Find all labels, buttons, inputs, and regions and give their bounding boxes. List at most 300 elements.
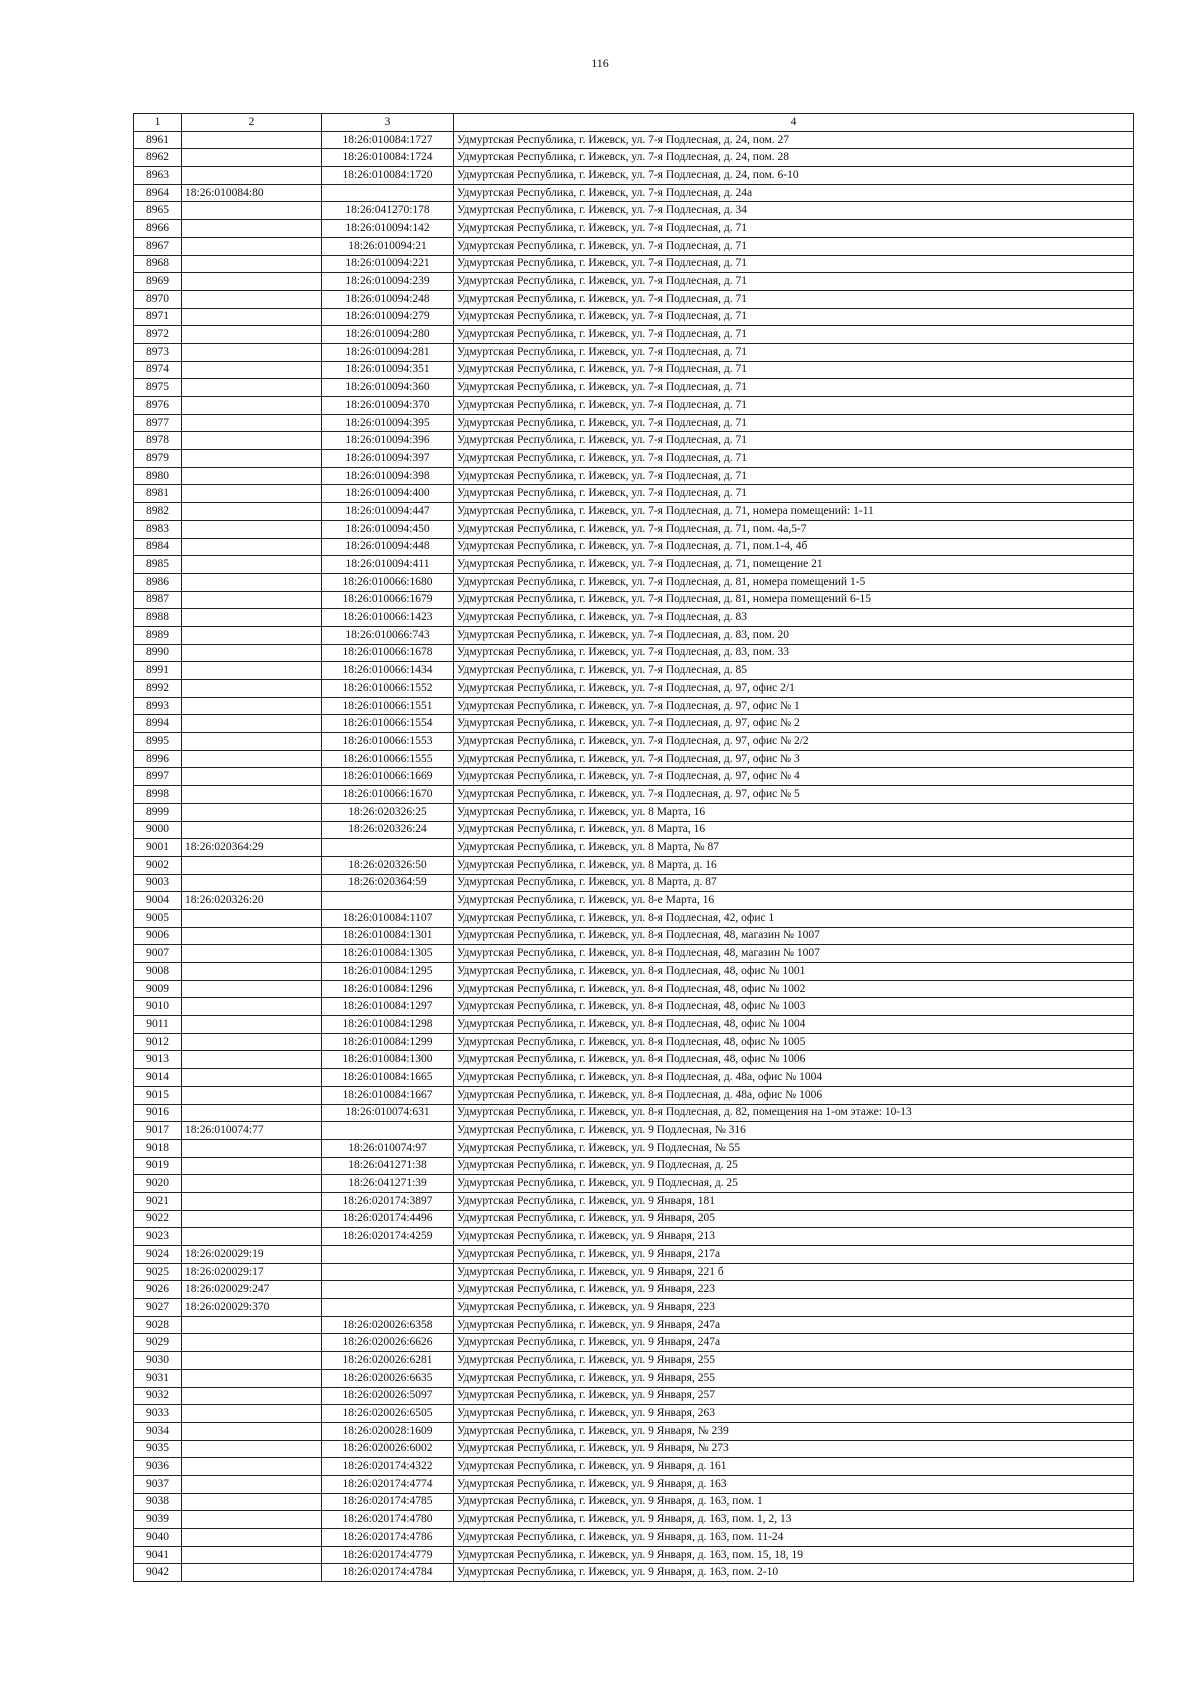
address-cell: Удмуртская Республика, г. Ижевск, ул. 7-я Подлесная, д. 24, пом. 28 bbox=[454, 149, 1134, 167]
row-number-cell: 8988 bbox=[134, 609, 182, 627]
object-cadastral-number-cell: 18:26:010094:351 bbox=[322, 361, 454, 379]
address-cell: Удмуртская Республика, г. Ижевск, ул. 9 Января, 181 bbox=[454, 1192, 1134, 1210]
address-cell: Удмуртская Республика, г. Ижевск, ул. 7-я Подлесная, д. 24, пом. 6-10 bbox=[454, 167, 1134, 185]
land-cadastral-number-cell bbox=[182, 697, 322, 715]
land-cadastral-number-cell bbox=[182, 467, 322, 485]
land-cadastral-number-cell: 18:26:020029:19 bbox=[182, 1246, 322, 1264]
table-row bbox=[134, 1210, 1134, 1228]
row-number-cell: 9029 bbox=[134, 1334, 182, 1352]
land-cadastral-number-cell bbox=[182, 573, 322, 591]
row-number-cell: 9013 bbox=[134, 1051, 182, 1069]
land-cadastral-number-cell bbox=[182, 1475, 322, 1493]
table-row bbox=[134, 1016, 1134, 1034]
land-cadastral-number-cell bbox=[182, 715, 322, 733]
address-cell: Удмуртская Республика, г. Ижевск, ул. 7-я Подлесная, д. 97, офис № 2 bbox=[454, 715, 1134, 733]
address-cell: Удмуртская Республика, г. Ижевск, ул. 9 Подлесная, № 316 bbox=[454, 1122, 1134, 1140]
table-row bbox=[134, 485, 1134, 503]
object-cadastral-number-cell: 18:26:010066:1678 bbox=[322, 644, 454, 662]
address-cell: Удмуртская Республика, г. Ижевск, ул. 9 Подлесная, № 55 bbox=[454, 1139, 1134, 1157]
land-cadastral-number-cell bbox=[182, 1228, 322, 1246]
object-cadastral-number-cell: 18:26:010084:1297 bbox=[322, 998, 454, 1016]
address-cell: Удмуртская Республика, г. Ижевск, ул. 8-я Подлесная, 48, офис № 1003 bbox=[454, 998, 1134, 1016]
table-row bbox=[134, 1493, 1134, 1511]
object-cadastral-number-cell: 18:26:010094:142 bbox=[322, 220, 454, 238]
address-cell: Удмуртская Республика, г. Ижевск, ул. 7-я Подлесная, д. 71, номера помещений: 1-11 bbox=[454, 503, 1134, 521]
object-cadastral-number-cell: 18:26:010066:1423 bbox=[322, 609, 454, 627]
land-cadastral-number-cell bbox=[182, 1511, 322, 1529]
object-cadastral-number-cell bbox=[322, 892, 454, 910]
object-cadastral-number-cell: 18:26:041271:39 bbox=[322, 1175, 454, 1193]
object-cadastral-number-cell: 18:26:010094:281 bbox=[322, 343, 454, 361]
object-cadastral-number-cell: 18:26:020326:25 bbox=[322, 803, 454, 821]
table-row bbox=[134, 202, 1134, 220]
row-number-cell: 9004 bbox=[134, 892, 182, 910]
table-body bbox=[134, 131, 1134, 1581]
address-cell: Удмуртская Республика, г. Ижевск, ул. 9 Января, № 273 bbox=[454, 1440, 1134, 1458]
address-cell: Удмуртская Республика, г. Ижевск, ул. 9 Января, д. 163, пом. 11-24 bbox=[454, 1529, 1134, 1547]
row-number-cell: 8963 bbox=[134, 167, 182, 185]
address-cell: Удмуртская Республика, г. Ижевск, ул. 7-я Подлесная, д. 71 bbox=[454, 255, 1134, 273]
table-row bbox=[134, 1192, 1134, 1210]
land-cadastral-number-cell bbox=[182, 945, 322, 963]
address-cell: Удмуртская Республика, г. Ижевск, ул. 7-я Подлесная, д. 71 bbox=[454, 467, 1134, 485]
column-header-2: 2 bbox=[182, 114, 322, 132]
land-cadastral-number-cell bbox=[182, 1529, 322, 1547]
table-row bbox=[134, 1334, 1134, 1352]
address-cell: Удмуртская Республика, г. Ижевск, ул. 7-я Подлесная, д. 85 bbox=[454, 662, 1134, 680]
object-cadastral-number-cell: 18:26:010094:279 bbox=[322, 308, 454, 326]
row-number-cell: 8967 bbox=[134, 237, 182, 255]
object-cadastral-number-cell: 18:26:010084:1727 bbox=[322, 131, 454, 149]
land-cadastral-number-cell bbox=[182, 1369, 322, 1387]
address-cell: Удмуртская Республика, г. Ижевск, ул. 8-я Подлесная, 48, магазин № 1007 bbox=[454, 945, 1134, 963]
row-number-cell: 9023 bbox=[134, 1228, 182, 1246]
table-row bbox=[134, 1263, 1134, 1281]
object-cadastral-number-cell: 18:26:020026:6626 bbox=[322, 1334, 454, 1352]
address-cell: Удмуртская Республика, г. Ижевск, ул. 8-я Подлесная, 48, офис № 1005 bbox=[454, 1033, 1134, 1051]
address-cell: Удмуртская Республика, г. Ижевск, ул. 9 Января, 255 bbox=[454, 1369, 1134, 1387]
address-cell: Удмуртская Республика, г. Ижевск, ул. 7-я Подлесная, д. 71 bbox=[454, 237, 1134, 255]
table-row bbox=[134, 874, 1134, 892]
table-row bbox=[134, 680, 1134, 698]
row-number-cell: 9008 bbox=[134, 963, 182, 981]
object-cadastral-number-cell: 18:26:010094:400 bbox=[322, 485, 454, 503]
row-number-cell: 8996 bbox=[134, 750, 182, 768]
land-cadastral-number-cell bbox=[182, 662, 322, 680]
land-cadastral-number-cell bbox=[182, 414, 322, 432]
object-cadastral-number-cell: 18:26:010094:448 bbox=[322, 538, 454, 556]
row-number-cell: 9033 bbox=[134, 1405, 182, 1423]
land-cadastral-number-cell bbox=[182, 998, 322, 1016]
land-cadastral-number-cell bbox=[182, 1086, 322, 1104]
row-number-cell: 8975 bbox=[134, 379, 182, 397]
address-cell: Удмуртская Республика, г. Ижевск, ул. 8 Марта, № 87 bbox=[454, 839, 1134, 857]
table-row bbox=[134, 273, 1134, 291]
row-number-cell: 9027 bbox=[134, 1299, 182, 1317]
row-number-cell: 9003 bbox=[134, 874, 182, 892]
table-row bbox=[134, 220, 1134, 238]
address-cell: Удмуртская Республика, г. Ижевск, ул. 7-я Подлесная, д. 71 bbox=[454, 397, 1134, 415]
address-cell: Удмуртская Республика, г. Ижевск, ул. 8-е Марта, 16 bbox=[454, 892, 1134, 910]
row-number-cell: 8970 bbox=[134, 290, 182, 308]
land-cadastral-number-cell bbox=[182, 1352, 322, 1370]
row-number-cell: 8997 bbox=[134, 768, 182, 786]
address-cell: Удмуртская Республика, г. Ижевск, ул. 7-я Подлесная, д. 71 bbox=[454, 450, 1134, 468]
land-cadastral-number-cell bbox=[182, 220, 322, 238]
row-number-cell: 8986 bbox=[134, 573, 182, 591]
table-row bbox=[134, 149, 1134, 167]
address-cell: Удмуртская Республика, г. Ижевск, ул. 9 Подлесная, д. 25 bbox=[454, 1157, 1134, 1175]
address-cell: Удмуртская Республика, г. Ижевск, ул. 9 Января, д. 163 bbox=[454, 1475, 1134, 1493]
object-cadastral-number-cell: 18:26:010066:1670 bbox=[322, 786, 454, 804]
row-number-cell: 9034 bbox=[134, 1422, 182, 1440]
row-number-cell: 9017 bbox=[134, 1122, 182, 1140]
object-cadastral-number-cell: 18:26:010094:221 bbox=[322, 255, 454, 273]
address-cell: Удмуртская Республика, г. Ижевск, ул. 7-я Подлесная, д. 97, офис № 4 bbox=[454, 768, 1134, 786]
table-row bbox=[134, 821, 1134, 839]
column-header-3: 3 bbox=[322, 114, 454, 132]
table-row bbox=[134, 733, 1134, 751]
table-row bbox=[134, 1440, 1134, 1458]
address-cell: Удмуртская Республика, г. Ижевск, ул. 7-я Подлесная, д. 71 bbox=[454, 343, 1134, 361]
table-row bbox=[134, 1387, 1134, 1405]
table-row bbox=[134, 308, 1134, 326]
object-cadastral-number-cell: 18:26:010084:1665 bbox=[322, 1069, 454, 1087]
land-cadastral-number-cell bbox=[182, 1564, 322, 1582]
table-row bbox=[134, 1369, 1134, 1387]
table-row bbox=[134, 662, 1134, 680]
object-cadastral-number-cell: 18:26:010066:1554 bbox=[322, 715, 454, 733]
land-cadastral-number-cell bbox=[182, 1069, 322, 1087]
object-cadastral-number-cell bbox=[322, 1263, 454, 1281]
land-cadastral-number-cell bbox=[182, 1157, 322, 1175]
address-cell: Удмуртская Республика, г. Ижевск, ул. 8-я Подлесная, 48, офис № 1001 bbox=[454, 963, 1134, 981]
object-cadastral-number-cell: 18:26:020364:59 bbox=[322, 874, 454, 892]
table-row bbox=[134, 715, 1134, 733]
land-cadastral-number-cell bbox=[182, 397, 322, 415]
land-cadastral-number-cell bbox=[182, 432, 322, 450]
object-cadastral-number-cell: 18:26:010094:397 bbox=[322, 450, 454, 468]
address-cell: Удмуртская Республика, г. Ижевск, ул. 8-я Подлесная, д. 48а, офис № 1004 bbox=[454, 1069, 1134, 1087]
row-number-cell: 9020 bbox=[134, 1175, 182, 1193]
table-row bbox=[134, 538, 1134, 556]
row-number-cell: 9025 bbox=[134, 1263, 182, 1281]
object-cadastral-number-cell: 18:26:010094:239 bbox=[322, 273, 454, 291]
row-number-cell: 8991 bbox=[134, 662, 182, 680]
land-cadastral-number-cell bbox=[182, 1440, 322, 1458]
object-cadastral-number-cell: 18:26:010084:1296 bbox=[322, 980, 454, 998]
address-cell: Удмуртская Республика, г. Ижевск, ул. 7-я Подлесная, д. 34 bbox=[454, 202, 1134, 220]
object-cadastral-number-cell: 18:26:010066:1679 bbox=[322, 591, 454, 609]
page-number: 116 bbox=[591, 56, 609, 70]
row-number-cell: 8984 bbox=[134, 538, 182, 556]
table-row bbox=[134, 1069, 1134, 1087]
land-cadastral-number-cell: 18:26:020029:247 bbox=[182, 1281, 322, 1299]
land-cadastral-number-cell bbox=[182, 786, 322, 804]
address-cell: Удмуртская Республика, г. Ижевск, ул. 9 Января, д. 161 bbox=[454, 1458, 1134, 1476]
address-cell: Удмуртская Республика, г. Ижевск, ул. 8 Марта, д. 87 bbox=[454, 874, 1134, 892]
land-cadastral-number-cell bbox=[182, 1493, 322, 1511]
object-cadastral-number-cell: 18:26:010066:743 bbox=[322, 626, 454, 644]
table-row bbox=[134, 167, 1134, 185]
land-cadastral-number-cell bbox=[182, 909, 322, 927]
object-cadastral-number-cell bbox=[322, 1299, 454, 1317]
address-cell: Удмуртская Республика, г. Ижевск, ул. 7-я Подлесная, д. 71 bbox=[454, 414, 1134, 432]
row-number-cell: 8992 bbox=[134, 680, 182, 698]
object-cadastral-number-cell: 18:26:020174:4780 bbox=[322, 1511, 454, 1529]
row-number-cell: 9035 bbox=[134, 1440, 182, 1458]
row-number-cell: 8994 bbox=[134, 715, 182, 733]
row-number-cell: 8995 bbox=[134, 733, 182, 751]
land-cadastral-number-cell bbox=[182, 626, 322, 644]
address-cell: Удмуртская Республика, г. Ижевск, ул. 8-я Подлесная, 42, офис 1 bbox=[454, 909, 1134, 927]
row-number-cell: 9032 bbox=[134, 1387, 182, 1405]
table-row bbox=[134, 1086, 1134, 1104]
table-row bbox=[134, 237, 1134, 255]
address-cell: Удмуртская Республика, г. Ижевск, ул. 7-я Подлесная, д. 71 bbox=[454, 220, 1134, 238]
object-cadastral-number-cell: 18:26:010084:1720 bbox=[322, 167, 454, 185]
table-row bbox=[134, 839, 1134, 857]
table-row bbox=[134, 1051, 1134, 1069]
table-row bbox=[134, 1228, 1134, 1246]
address-cell: Удмуртская Республика, г. Ижевск, ул. 9 Января, 205 bbox=[454, 1210, 1134, 1228]
table-header bbox=[134, 114, 1134, 132]
table-row bbox=[134, 945, 1134, 963]
row-number-cell: 8977 bbox=[134, 414, 182, 432]
object-cadastral-number-cell: 18:26:020026:6281 bbox=[322, 1352, 454, 1370]
table-row bbox=[134, 255, 1134, 273]
row-number-cell: 8961 bbox=[134, 131, 182, 149]
table-row bbox=[134, 379, 1134, 397]
registry-table bbox=[133, 113, 1134, 1582]
object-cadastral-number-cell: 18:26:010094:370 bbox=[322, 397, 454, 415]
land-cadastral-number-cell bbox=[182, 538, 322, 556]
table-row bbox=[134, 1405, 1134, 1423]
row-number-cell: 8999 bbox=[134, 803, 182, 821]
land-cadastral-number-cell bbox=[182, 927, 322, 945]
object-cadastral-number-cell: 18:26:010084:1301 bbox=[322, 927, 454, 945]
land-cadastral-number-cell: 18:26:020029:370 bbox=[182, 1299, 322, 1317]
address-cell: Удмуртская Республика, г. Ижевск, ул. 7-я Подлесная, д. 71, помещение 21 bbox=[454, 556, 1134, 574]
object-cadastral-number-cell: 18:26:020028:1609 bbox=[322, 1422, 454, 1440]
object-cadastral-number-cell: 18:26:010066:1553 bbox=[322, 733, 454, 751]
row-number-cell: 8974 bbox=[134, 361, 182, 379]
table-row bbox=[134, 750, 1134, 768]
row-number-cell: 9007 bbox=[134, 945, 182, 963]
row-number-cell: 9036 bbox=[134, 1458, 182, 1476]
address-cell: Удмуртская Республика, г. Ижевск, ул. 7-я Подлесная, д. 97, офис № 5 bbox=[454, 786, 1134, 804]
object-cadastral-number-cell: 18:26:020026:6505 bbox=[322, 1405, 454, 1423]
table-row bbox=[134, 573, 1134, 591]
row-number-cell: 8969 bbox=[134, 273, 182, 291]
address-cell: Удмуртская Республика, г. Ижевск, ул. 7-я Подлесная, д. 97, офис № 2/2 bbox=[454, 733, 1134, 751]
land-cadastral-number-cell bbox=[182, 308, 322, 326]
row-number-cell: 9021 bbox=[134, 1192, 182, 1210]
row-number-cell: 8993 bbox=[134, 697, 182, 715]
table-row bbox=[134, 1033, 1134, 1051]
land-cadastral-number-cell bbox=[182, 856, 322, 874]
land-cadastral-number-cell bbox=[182, 768, 322, 786]
table-row bbox=[134, 963, 1134, 981]
table-row bbox=[134, 290, 1134, 308]
row-number-cell: 8965 bbox=[134, 202, 182, 220]
table-row bbox=[134, 1422, 1134, 1440]
table-row bbox=[134, 1475, 1134, 1493]
land-cadastral-number-cell bbox=[182, 149, 322, 167]
address-cell: Удмуртская Республика, г. Ижевск, ул. 7-я Подлесная, д. 97, офис 2/1 bbox=[454, 680, 1134, 698]
object-cadastral-number-cell: 18:26:020174:4774 bbox=[322, 1475, 454, 1493]
object-cadastral-number-cell: 18:26:010094:398 bbox=[322, 467, 454, 485]
object-cadastral-number-cell: 18:26:010066:1669 bbox=[322, 768, 454, 786]
address-cell: Удмуртская Республика, г. Ижевск, ул. 9 Января, д. 163, пом. 1, 2, 13 bbox=[454, 1511, 1134, 1529]
land-cadastral-number-cell bbox=[182, 750, 322, 768]
table-row bbox=[134, 892, 1134, 910]
address-cell: Удмуртская Республика, г. Ижевск, ул. 9 Января, 247а bbox=[454, 1334, 1134, 1352]
table-row bbox=[134, 927, 1134, 945]
row-number-cell: 8976 bbox=[134, 397, 182, 415]
table-row bbox=[134, 184, 1134, 202]
object-cadastral-number-cell: 18:26:010094:280 bbox=[322, 326, 454, 344]
land-cadastral-number-cell bbox=[182, 273, 322, 291]
column-header-4: 4 bbox=[454, 114, 1134, 132]
land-cadastral-number-cell bbox=[182, 980, 322, 998]
row-number-cell: 9042 bbox=[134, 1564, 182, 1582]
address-cell: Удмуртская Республика, г. Ижевск, ул. 7-я Подлесная, д. 97, офис № 3 bbox=[454, 750, 1134, 768]
object-cadastral-number-cell: 18:26:020026:6358 bbox=[322, 1316, 454, 1334]
land-cadastral-number-cell: 18:26:010084:80 bbox=[182, 184, 322, 202]
row-number-cell: 9040 bbox=[134, 1529, 182, 1547]
object-cadastral-number-cell: 18:26:010084:1295 bbox=[322, 963, 454, 981]
table-row bbox=[134, 556, 1134, 574]
table-row bbox=[134, 591, 1134, 609]
table-row bbox=[134, 1564, 1134, 1582]
land-cadastral-number-cell bbox=[182, 821, 322, 839]
land-cadastral-number-cell bbox=[182, 591, 322, 609]
object-cadastral-number-cell: 18:26:020174:4784 bbox=[322, 1564, 454, 1582]
table-row bbox=[134, 432, 1134, 450]
table-row bbox=[134, 1511, 1134, 1529]
row-number-cell: 9014 bbox=[134, 1069, 182, 1087]
table-row bbox=[134, 467, 1134, 485]
land-cadastral-number-cell bbox=[182, 680, 322, 698]
row-number-cell: 8968 bbox=[134, 255, 182, 273]
object-cadastral-number-cell: 18:26:010066:1555 bbox=[322, 750, 454, 768]
object-cadastral-number-cell: 18:26:010094:21 bbox=[322, 237, 454, 255]
land-cadastral-number-cell bbox=[182, 1316, 322, 1334]
land-cadastral-number-cell bbox=[182, 874, 322, 892]
land-cadastral-number-cell bbox=[182, 485, 322, 503]
land-cadastral-number-cell bbox=[182, 255, 322, 273]
land-cadastral-number-cell: 18:26:020364:29 bbox=[182, 839, 322, 857]
table-row bbox=[134, 697, 1134, 715]
table-row bbox=[134, 856, 1134, 874]
row-number-cell: 8990 bbox=[134, 644, 182, 662]
table-row bbox=[134, 768, 1134, 786]
object-cadastral-number-cell: 18:26:041270:178 bbox=[322, 202, 454, 220]
table-row bbox=[134, 520, 1134, 538]
address-cell: Удмуртская Республика, г. Ижевск, ул. 7-я Подлесная, д. 71 bbox=[454, 361, 1134, 379]
object-cadastral-number-cell: 18:26:010094:447 bbox=[322, 503, 454, 521]
column-header-1: 1 bbox=[134, 114, 182, 132]
row-number-cell: 9002 bbox=[134, 856, 182, 874]
table-row bbox=[134, 803, 1134, 821]
row-number-cell: 8982 bbox=[134, 503, 182, 521]
land-cadastral-number-cell bbox=[182, 1334, 322, 1352]
land-cadastral-number-cell bbox=[182, 963, 322, 981]
object-cadastral-number-cell bbox=[322, 839, 454, 857]
row-number-cell: 8973 bbox=[134, 343, 182, 361]
object-cadastral-number-cell: 18:26:010066:1434 bbox=[322, 662, 454, 680]
row-number-cell: 8987 bbox=[134, 591, 182, 609]
address-cell: Удмуртская Республика, г. Ижевск, ул. 9 Января, 257 bbox=[454, 1387, 1134, 1405]
land-cadastral-number-cell bbox=[182, 1104, 322, 1122]
object-cadastral-number-cell: 18:26:010084:1724 bbox=[322, 149, 454, 167]
row-number-cell: 9031 bbox=[134, 1369, 182, 1387]
land-cadastral-number-cell bbox=[182, 202, 322, 220]
address-cell: Удмуртская Республика, г. Ижевск, ул. 9 Января, 223 bbox=[454, 1299, 1134, 1317]
address-cell: Удмуртская Республика, г. Ижевск, ул. 9 Подлесная, д. 25 bbox=[454, 1175, 1134, 1193]
table-row bbox=[134, 414, 1134, 432]
object-cadastral-number-cell: 18:26:010074:631 bbox=[322, 1104, 454, 1122]
table-row bbox=[134, 609, 1134, 627]
land-cadastral-number-cell bbox=[182, 1016, 322, 1034]
table-row bbox=[134, 397, 1134, 415]
object-cadastral-number-cell: 18:26:020326:24 bbox=[322, 821, 454, 839]
table-row bbox=[134, 1246, 1134, 1264]
row-number-cell: 8979 bbox=[134, 450, 182, 468]
object-cadastral-number-cell bbox=[322, 1246, 454, 1264]
address-cell: Удмуртская Республика, г. Ижевск, ул. 8-я Подлесная, д. 48а, офис № 1006 bbox=[454, 1086, 1134, 1104]
address-cell: Удмуртская Республика, г. Ижевск, ул. 8 Марта, 16 bbox=[454, 821, 1134, 839]
address-cell: Удмуртская Республика, г. Ижевск, ул. 7-я Подлесная, д. 71 bbox=[454, 326, 1134, 344]
row-number-cell: 9011 bbox=[134, 1016, 182, 1034]
address-cell: Удмуртская Республика, г. Ижевск, ул. 7-я Подлесная, д. 83 bbox=[454, 609, 1134, 627]
row-number-cell: 9037 bbox=[134, 1475, 182, 1493]
row-number-cell: 9015 bbox=[134, 1086, 182, 1104]
row-number-cell: 9039 bbox=[134, 1511, 182, 1529]
row-number-cell: 9030 bbox=[134, 1352, 182, 1370]
row-number-cell: 9018 bbox=[134, 1139, 182, 1157]
object-cadastral-number-cell bbox=[322, 184, 454, 202]
address-cell: Удмуртская Республика, г. Ижевск, ул. 9 Января, 263 bbox=[454, 1405, 1134, 1423]
address-cell: Удмуртская Республика, г. Ижевск, ул. 8-я Подлесная, 48, офис № 1002 bbox=[454, 980, 1134, 998]
object-cadastral-number-cell: 18:26:020174:4322 bbox=[322, 1458, 454, 1476]
land-cadastral-number-cell bbox=[182, 1458, 322, 1476]
object-cadastral-number-cell: 18:26:020174:4259 bbox=[322, 1228, 454, 1246]
address-cell: Удмуртская Республика, г. Ижевск, ул. 7-я Подлесная, д. 71, пом.1-4, 4б bbox=[454, 538, 1134, 556]
row-number-cell: 8978 bbox=[134, 432, 182, 450]
table-row bbox=[134, 361, 1134, 379]
table-row bbox=[134, 644, 1134, 662]
table-row bbox=[134, 1175, 1134, 1193]
land-cadastral-number-cell bbox=[182, 1546, 322, 1564]
address-cell: Удмуртская Республика, г. Ижевск, ул. 7-я Подлесная, д. 71 bbox=[454, 432, 1134, 450]
land-cadastral-number-cell bbox=[182, 450, 322, 468]
land-cadastral-number-cell bbox=[182, 379, 322, 397]
object-cadastral-number-cell: 18:26:010084:1305 bbox=[322, 945, 454, 963]
address-cell: Удмуртская Республика, г. Ижевск, ул. 9 Января, 217а bbox=[454, 1246, 1134, 1264]
row-number-cell: 8989 bbox=[134, 626, 182, 644]
object-cadastral-number-cell: 18:26:020026:6002 bbox=[322, 1440, 454, 1458]
table-row bbox=[134, 1299, 1134, 1317]
table-row bbox=[134, 1352, 1134, 1370]
table-row bbox=[134, 1316, 1134, 1334]
object-cadastral-number-cell bbox=[322, 1122, 454, 1140]
table-row bbox=[134, 786, 1134, 804]
object-cadastral-number-cell: 18:26:010094:248 bbox=[322, 290, 454, 308]
address-cell: Удмуртская Республика, г. Ижевск, ул. 8-я Подлесная, 48, офис № 1004 bbox=[454, 1016, 1134, 1034]
object-cadastral-number-cell: 18:26:010094:411 bbox=[322, 556, 454, 574]
